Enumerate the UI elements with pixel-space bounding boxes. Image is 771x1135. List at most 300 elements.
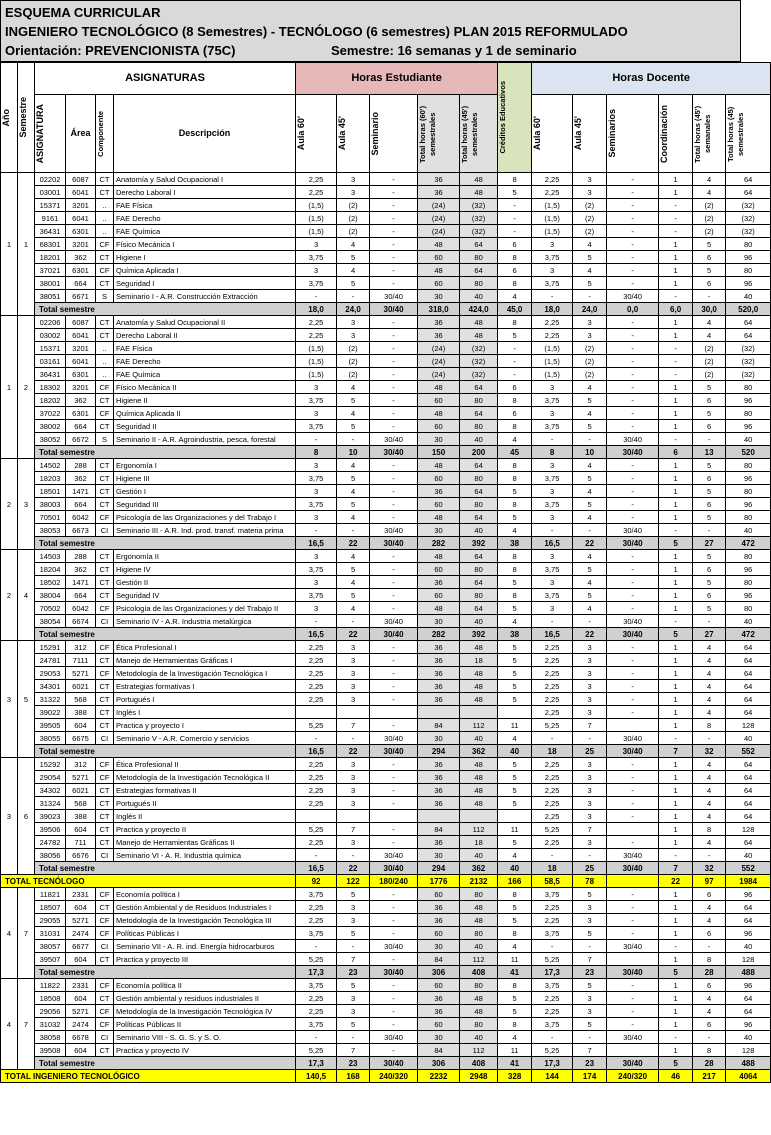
total45-cell: 80 xyxy=(460,927,498,940)
d-aula45-cell: 7 xyxy=(573,719,607,732)
semester-total-row xyxy=(1,446,771,459)
d-total-semanal-cell: 4 xyxy=(693,173,726,186)
d-seminarios-cell: - xyxy=(607,472,659,485)
d-seminarios-cell: - xyxy=(607,368,659,381)
total60-cell: 60 xyxy=(418,563,460,576)
description-cell: Inglés II xyxy=(114,810,296,823)
total45-cell: 64 xyxy=(460,576,498,589)
d-total-semestral-cell: 40 xyxy=(726,849,771,862)
d-aula60-cell: 3,75 xyxy=(532,472,573,485)
d-seminarios-cell: - xyxy=(607,1018,659,1031)
total45-cell: 48 xyxy=(460,784,498,797)
d-aula45-cell: 3 xyxy=(573,680,607,693)
d-aula45-cell: 3 xyxy=(573,186,607,199)
table-row xyxy=(1,199,771,212)
description-cell: Metodología de la Investigación Tecnológica I xyxy=(114,667,296,680)
header-total45: Total horas (45') semestrales xyxy=(460,104,480,163)
coordinacion-cell: 1 xyxy=(659,563,693,576)
doc-heading: ESQUEMA CURRICULAR xyxy=(5,5,161,20)
d-aula45-cell: 5 xyxy=(573,1018,607,1031)
table-row xyxy=(1,524,771,537)
total45-cell: 64 xyxy=(460,238,498,251)
creditos-cell: 5 xyxy=(498,914,532,927)
aula45-cell: 4 xyxy=(337,407,370,420)
semester-cell: 4 xyxy=(18,550,35,641)
seminario-cell: - xyxy=(370,550,418,563)
area-cell: 604 xyxy=(66,953,96,966)
semester-cell: 2 xyxy=(18,316,35,459)
d-aula60-cell: 3,75 xyxy=(532,251,573,264)
d-seminarios-cell: - xyxy=(607,888,659,901)
component-cell: CF xyxy=(96,927,114,940)
area-cell: 6042 xyxy=(66,602,96,615)
coordinacion-cell: - xyxy=(659,355,693,368)
d-seminarios-cell xyxy=(607,953,659,966)
seminario-cell: 30/40 xyxy=(370,1031,418,1044)
year-cell: 2 xyxy=(1,459,18,550)
d-total-semanal-cell: 4 xyxy=(693,797,726,810)
d-seminarios-grand-total: 240/320 xyxy=(607,1070,659,1083)
description-cell: Química Aplicada I xyxy=(114,264,296,277)
area-cell: 362 xyxy=(66,251,96,264)
aula60-cell: 3 xyxy=(296,550,337,563)
d-total-semestral-cell: 40 xyxy=(726,290,771,303)
component-cell: CT xyxy=(96,459,114,472)
component-cell: CF xyxy=(96,667,114,680)
aula60-cell: 3 xyxy=(296,238,337,251)
d-seminarios-total: 30/40 xyxy=(607,966,659,979)
code-cell: 02202 xyxy=(35,173,66,186)
creditos-cell: 8 xyxy=(498,173,532,186)
area-cell: 664 xyxy=(66,420,96,433)
header-d-aula45: Aula 45' xyxy=(573,116,584,151)
area-cell: 2331 xyxy=(66,888,96,901)
total45-cell: 48 xyxy=(460,1005,498,1018)
total45-cell: 40 xyxy=(460,615,498,628)
total60-cell: 36 xyxy=(418,758,460,771)
total-label: Total semestre xyxy=(35,1057,296,1070)
d-aula60-cell: 3 xyxy=(532,381,573,394)
total45-cell: 64 xyxy=(460,485,498,498)
creditos-total: 40 xyxy=(498,862,532,875)
seminario-cell: 30/40 xyxy=(370,940,418,953)
d-total-semestral-cell: 96 xyxy=(726,589,771,602)
d-aula45-cell: 3 xyxy=(573,706,607,719)
table-row xyxy=(1,641,771,654)
coordinacion-cell: 1 xyxy=(659,1005,693,1018)
d-seminarios-cell: - xyxy=(607,251,659,264)
code-cell: 29055 xyxy=(35,914,66,927)
area-cell: 604 xyxy=(66,719,96,732)
seminario-cell: - xyxy=(370,368,418,381)
table-row xyxy=(1,680,771,693)
seminario-cell xyxy=(370,706,418,719)
d-aula45-total: 23 xyxy=(573,1057,607,1070)
table-row xyxy=(1,381,771,394)
total45-cell: 80 xyxy=(460,394,498,407)
seminario-cell: - xyxy=(370,212,418,225)
component-cell: CT xyxy=(96,680,114,693)
d-total-semanal-total: 27 xyxy=(693,537,726,550)
total45-cell: 64 xyxy=(460,550,498,563)
total45-grand-total: 2132 xyxy=(460,875,498,888)
coordinacion-cell: 1 xyxy=(659,1044,693,1057)
component-cell: CI xyxy=(96,940,114,953)
total45-cell: 18 xyxy=(460,654,498,667)
d-seminarios-cell: - xyxy=(607,836,659,849)
d-aula60-cell: 2,25 xyxy=(532,784,573,797)
creditos-cell xyxy=(498,810,532,823)
header-d-aula60: Aula 60' xyxy=(532,116,543,151)
description-cell: Gestión ambiental y residuos industriales II xyxy=(114,992,296,1005)
component-cell: CF xyxy=(96,511,114,524)
total45-cell: 112 xyxy=(460,719,498,732)
d-total-semestral-cell: 64 xyxy=(726,836,771,849)
creditos-cell: 6 xyxy=(498,238,532,251)
area-cell: 288 xyxy=(66,459,96,472)
table-row xyxy=(1,797,771,810)
d-total-semanal-cell: 4 xyxy=(693,316,726,329)
creditos-total: 45 xyxy=(498,446,532,459)
aula45-cell: 4 xyxy=(337,576,370,589)
table-row xyxy=(1,485,771,498)
coordinacion-cell: 1 xyxy=(659,901,693,914)
description-cell: Metodología de la Investigación Tecnológica III xyxy=(114,914,296,927)
d-aula60-cell: 3 xyxy=(532,550,573,563)
d-aula60-cell: 2,25 xyxy=(532,810,573,823)
d-seminarios-total: 0,0 xyxy=(607,303,659,316)
d-seminarios-cell: 30/40 xyxy=(607,290,659,303)
seminario-cell: - xyxy=(370,901,418,914)
coordinacion-cell: 1 xyxy=(659,485,693,498)
aula60-cell: 3,75 xyxy=(296,251,337,264)
aula60-cell: - xyxy=(296,1031,337,1044)
seminario-cell: - xyxy=(370,927,418,940)
code-cell: 34301 xyxy=(35,680,66,693)
area-cell: 6087 xyxy=(66,316,96,329)
d-aula60-cell: 3 xyxy=(532,407,573,420)
creditos-cell: 8 xyxy=(498,459,532,472)
d-total-semanal-cell: (2) xyxy=(693,355,726,368)
component-cell: CT xyxy=(96,394,114,407)
aula45-cell: - xyxy=(337,524,370,537)
d-total-semestral-cell: 80 xyxy=(726,407,771,420)
seminario-cell: - xyxy=(370,719,418,732)
total45-total: 424,0 xyxy=(460,303,498,316)
total45-cell: (32) xyxy=(460,342,498,355)
creditos-cell xyxy=(498,706,532,719)
d-total-semanal-cell: 4 xyxy=(693,706,726,719)
description-cell: Anatomía y Salud Ocupacional II xyxy=(114,316,296,329)
coordinacion-cell: - xyxy=(659,615,693,628)
table-row xyxy=(1,706,771,719)
seminario-cell: - xyxy=(370,381,418,394)
aula45-cell: 3 xyxy=(337,173,370,186)
code-cell: 39505 xyxy=(35,719,66,732)
aula45-cell: 3 xyxy=(337,316,370,329)
total60-cell: 36 xyxy=(418,914,460,927)
area-cell: 664 xyxy=(66,589,96,602)
area-cell: 6042 xyxy=(66,511,96,524)
aula45-total: 24,0 xyxy=(337,303,370,316)
seminario-cell: - xyxy=(370,602,418,615)
header-coordinacion: Coordinación xyxy=(659,104,670,163)
component-cell: CT xyxy=(96,953,114,966)
table-row xyxy=(1,589,771,602)
aula60-cell: 3,75 xyxy=(296,888,337,901)
code-cell: 14502 xyxy=(35,459,66,472)
aula45-cell: 3 xyxy=(337,186,370,199)
table-row xyxy=(1,940,771,953)
aula45-cell: (2) xyxy=(337,342,370,355)
d-seminarios-total: 30/40 xyxy=(607,862,659,875)
total45-cell: 48 xyxy=(460,914,498,927)
description-cell: Anatomía y Salud Ocupacional I xyxy=(114,173,296,186)
coordinacion-cell: 1 xyxy=(659,979,693,992)
creditos-total: 38 xyxy=(498,628,532,641)
aula60-cell: 2,25 xyxy=(296,693,337,706)
description-cell: Seminario I - A.R. Construcción Extracción xyxy=(114,290,296,303)
area-cell: 604 xyxy=(66,901,96,914)
total60-cell: 36 xyxy=(418,173,460,186)
total60-total: 294 xyxy=(418,862,460,875)
d-total-semanal-cell: 6 xyxy=(693,394,726,407)
creditos-cell: 5 xyxy=(498,641,532,654)
total60-cell: 36 xyxy=(418,186,460,199)
table-row xyxy=(1,849,771,862)
aula45-cell: - xyxy=(337,849,370,862)
d-total-semanal-total: 28 xyxy=(693,1057,726,1070)
area-cell: 3201 xyxy=(66,238,96,251)
code-cell: 29056 xyxy=(35,1005,66,1018)
d-seminarios-cell: - xyxy=(607,550,659,563)
total-label: Total semestre xyxy=(35,537,296,550)
total45-cell: (32) xyxy=(460,199,498,212)
d-total-semestral-cell: 128 xyxy=(726,719,771,732)
d-seminarios-cell: - xyxy=(607,914,659,927)
component-cell: CT xyxy=(96,810,114,823)
seminario-cell: - xyxy=(370,251,418,264)
component-cell: .. xyxy=(96,199,114,212)
total60-cell: 48 xyxy=(418,238,460,251)
total60-cell: 36 xyxy=(418,316,460,329)
creditos-cell: 8 xyxy=(498,927,532,940)
total60-total: 306 xyxy=(418,966,460,979)
d-seminarios-cell: - xyxy=(607,1005,659,1018)
semester-total-row xyxy=(1,1057,771,1070)
header-horas-estudiante: Horas Estudiante xyxy=(296,63,498,95)
coordinacion-cell: 1 xyxy=(659,459,693,472)
total60-cell: 30 xyxy=(418,524,460,537)
d-total-semanal-cell: 4 xyxy=(693,992,726,1005)
creditos-grand-total: 166 xyxy=(498,875,532,888)
aula45-cell: 3 xyxy=(337,641,370,654)
code-cell: 39508 xyxy=(35,1044,66,1057)
code-cell: 15371 xyxy=(35,342,66,355)
creditos-cell: 8 xyxy=(498,888,532,901)
coordinacion-total: 6,0 xyxy=(659,303,693,316)
description-cell: Físico Mecánica I xyxy=(114,238,296,251)
description-cell: FAE Derecho xyxy=(114,212,296,225)
d-aula45-cell: 3 xyxy=(573,667,607,680)
total60-cell xyxy=(418,706,460,719)
d-aula60-cell: (1,5) xyxy=(532,342,573,355)
total60-cell: 60 xyxy=(418,589,460,602)
code-cell: 70502 xyxy=(35,602,66,615)
component-cell: CT xyxy=(96,706,114,719)
d-total-semanal-cell: 4 xyxy=(693,810,726,823)
description-cell: Química Aplicada II xyxy=(114,407,296,420)
area-cell: 604 xyxy=(66,823,96,836)
coordinacion-cell: 1 xyxy=(659,550,693,563)
d-aula60-cell: 2,25 xyxy=(532,758,573,771)
seminario-cell: - xyxy=(370,485,418,498)
area-cell: 3201 xyxy=(66,199,96,212)
d-aula45-cell: 5 xyxy=(573,472,607,485)
table-row xyxy=(1,758,771,771)
aula45-total: 22 xyxy=(337,537,370,550)
d-aula60-cell: 5,25 xyxy=(532,719,573,732)
seminario-cell: - xyxy=(370,407,418,420)
d-aula45-cell: - xyxy=(573,1031,607,1044)
component-cell: CF xyxy=(96,771,114,784)
area-cell: 568 xyxy=(66,693,96,706)
coordinacion-cell: 1 xyxy=(659,589,693,602)
description-cell: Derecho Laboral I xyxy=(114,186,296,199)
d-aula45-cell: 4 xyxy=(573,407,607,420)
component-cell: CF xyxy=(96,381,114,394)
aula60-cell: 2,25 xyxy=(296,654,337,667)
d-total-semestral-cell: 80 xyxy=(726,550,771,563)
area-cell: 6301 xyxy=(66,368,96,381)
aula45-cell: 3 xyxy=(337,693,370,706)
total-label: Total semestre xyxy=(35,745,296,758)
d-aula45-cell: - xyxy=(573,849,607,862)
d-seminarios-cell: - xyxy=(607,316,659,329)
total60-cell: 60 xyxy=(418,394,460,407)
d-total-semestral-cell: 40 xyxy=(726,1031,771,1044)
d-aula45-cell: 3 xyxy=(573,316,607,329)
d-total-semestral-cell: 96 xyxy=(726,979,771,992)
component-cell: CI xyxy=(96,524,114,537)
d-aula60-cell: 3,75 xyxy=(532,277,573,290)
d-total-semestral-cell: 64 xyxy=(726,654,771,667)
total60-cell: (24) xyxy=(418,342,460,355)
area-cell: 3201 xyxy=(66,381,96,394)
description-cell: Seminario II - A.R. Agroindustria, pesca, forestal xyxy=(114,433,296,446)
code-cell: 18201 xyxy=(35,251,66,264)
description-cell: Economía política I xyxy=(114,888,296,901)
d-aula45-cell: - xyxy=(573,290,607,303)
seminario-cell: 30/40 xyxy=(370,433,418,446)
total60-cell: 60 xyxy=(418,927,460,940)
total45-cell: 80 xyxy=(460,277,498,290)
d-total-semestral-cell: 96 xyxy=(726,563,771,576)
component-cell: CT xyxy=(96,823,114,836)
aula60-cell: 3,75 xyxy=(296,563,337,576)
component-cell: .. xyxy=(96,342,114,355)
aula60-cell: 3,75 xyxy=(296,472,337,485)
seminario-cell: - xyxy=(370,1018,418,1031)
d-aula45-cell: 3 xyxy=(573,654,607,667)
area-cell: 6671 xyxy=(66,290,96,303)
total60-cell: 60 xyxy=(418,498,460,511)
d-total-semanal-cell: 4 xyxy=(693,784,726,797)
creditos-cell: 8 xyxy=(498,498,532,511)
code-cell: 38054 xyxy=(35,615,66,628)
aula60-cell: 2,25 xyxy=(296,1005,337,1018)
total60-cell: 84 xyxy=(418,1044,460,1057)
total45-cell: 40 xyxy=(460,849,498,862)
d-aula60-cell: 2,25 xyxy=(532,992,573,1005)
aula45-cell: (2) xyxy=(337,199,370,212)
creditos-cell: 11 xyxy=(498,953,532,966)
seminario-cell: 30/40 xyxy=(370,849,418,862)
coordinacion-cell: - xyxy=(659,199,693,212)
d-seminarios-cell: - xyxy=(607,394,659,407)
total60-cell: 36 xyxy=(418,654,460,667)
code-cell: 29053 xyxy=(35,667,66,680)
description-cell: Practica y proyecto III xyxy=(114,953,296,966)
d-total-semestral-cell: 64 xyxy=(726,173,771,186)
d-total-semanal-cell: 6 xyxy=(693,589,726,602)
area-cell: 312 xyxy=(66,641,96,654)
d-total-semestral-cell: 64 xyxy=(726,771,771,784)
d-aula60-total: 17,3 xyxy=(532,1057,573,1070)
d-seminarios-cell xyxy=(607,719,659,732)
d-total-semanal-cell: (2) xyxy=(693,368,726,381)
header-d-total-semestral: Total horas (45) semestrales xyxy=(726,105,746,162)
d-aula45-cell: (2) xyxy=(573,199,607,212)
table-row xyxy=(1,693,771,706)
d-total-semanal-cell: 4 xyxy=(693,667,726,680)
description-cell: Portugués I xyxy=(114,693,296,706)
component-cell: CT xyxy=(96,420,114,433)
coordinacion-cell: - xyxy=(659,433,693,446)
d-total-semanal-cell: - xyxy=(693,849,726,862)
d-seminarios-cell: - xyxy=(607,706,659,719)
total45-cell: 64 xyxy=(460,459,498,472)
d-aula45-cell: 5 xyxy=(573,394,607,407)
d-aula60-cell: - xyxy=(532,940,573,953)
d-aula45-cell: 3 xyxy=(573,797,607,810)
d-total-semestral-cell: 40 xyxy=(726,524,771,537)
area-cell: 5271 xyxy=(66,914,96,927)
d-total-semestral-cell: 64 xyxy=(726,641,771,654)
code-cell: 03002 xyxy=(35,329,66,342)
table-row xyxy=(1,784,771,797)
aula45-cell: 5 xyxy=(337,394,370,407)
component-cell: CT xyxy=(96,277,114,290)
coordinacion-cell: 1 xyxy=(659,706,693,719)
d-total-semanal-cell: 8 xyxy=(693,1044,726,1057)
total45-cell: 64 xyxy=(460,264,498,277)
d-aula45-cell: 7 xyxy=(573,1044,607,1057)
total45-total: 408 xyxy=(460,966,498,979)
table-row xyxy=(1,355,771,368)
header-aula45: Aula 45' xyxy=(337,116,348,151)
creditos-cell: 4 xyxy=(498,940,532,953)
coordinacion-cell: - xyxy=(659,290,693,303)
aula60-cell: 2,25 xyxy=(296,758,337,771)
aula45-cell: 4 xyxy=(337,602,370,615)
header-creditos: Créditos Educativos xyxy=(498,81,508,154)
d-total-semestral-total: 488 xyxy=(726,1057,771,1070)
code-cell: 38051 xyxy=(35,290,66,303)
header-asignaturas: ASIGNATURAS xyxy=(35,63,296,95)
aula60-cell: 3 xyxy=(296,381,337,394)
creditos-cell: 5 xyxy=(498,901,532,914)
